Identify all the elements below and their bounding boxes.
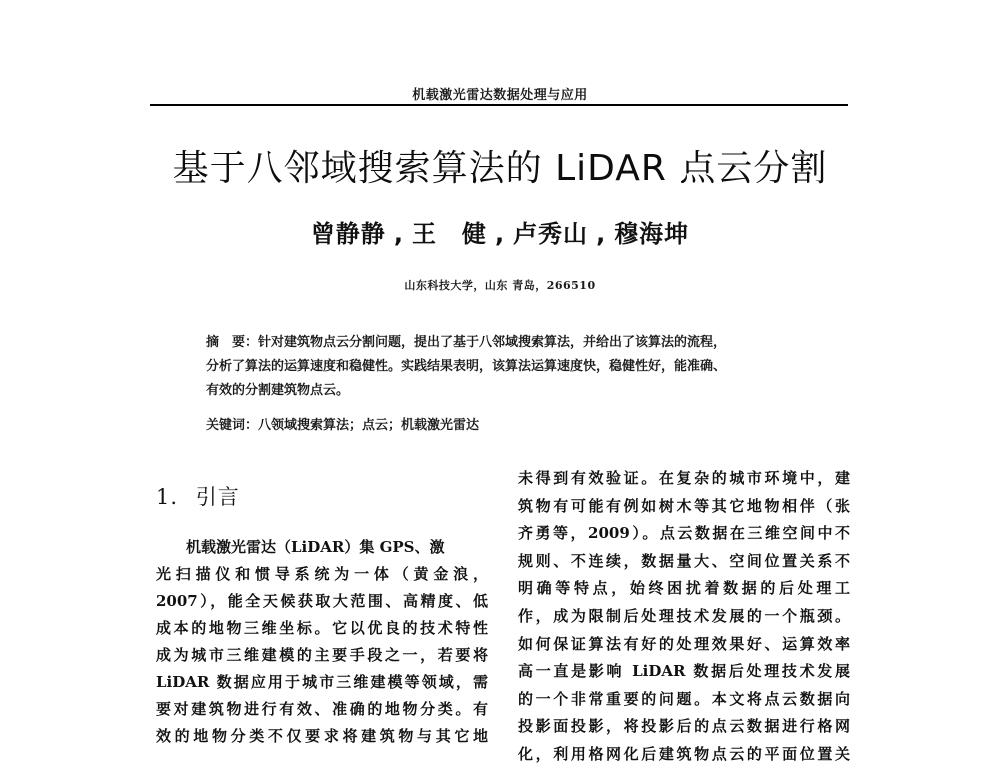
body-line: 未得到有效验证。在复杂的城市环境中，建 [518,469,850,487]
body-line: 化，利用格网化后建筑物点云的平面位置关 [518,744,850,763]
paper-title: 基于八邻域搜索算法的 LiDAR 点云分割 [172,148,828,189]
abstract [206,331,816,403]
body-line: 如何保证算法有好的处理效果好、运算效率 [518,634,850,653]
body-line: LiDAR 数据应用于城市三维建模等领域，需 [156,673,488,691]
body-line: 明确等特点，始终困扰着数据的后处理工 [518,579,850,598]
body-line: 成本的地物三维坐标。它以优良的技术特性 [156,619,488,637]
affiliation: 山东科技大学，山东 青岛，266510 [404,279,596,292]
body-line: 光扫描仪和惯导系统为一体（黄金浪， [156,565,488,583]
body-line: 成为城市三维建模的主要手段之一，若要将 [156,646,488,664]
abstract-text: 针对建筑物点云分割问题，提出了基于八邻域搜索算法，并给出了该算法的流程， [258,335,727,350]
section-heading [156,481,240,511]
body-line: 筑物有可能有例如树木等其它地物相伴（张 [518,496,850,515]
abstract-line: 有效的分割建筑物点云。 [206,383,350,398]
author-name: 曾静静 [310,220,386,248]
abstract-label: 摘 要： [206,335,259,350]
body-line: 要对建筑物进行有效、准确的地物分类。有 [156,700,488,718]
abstract-line: 分析了算法的运算速度和稳健性。实践结果表明，该算法运算速度快，稳健性好，能准确、 [206,359,727,374]
body-line: 的一个非常重要的问题。本文将点云数据向 [518,689,850,708]
abstract-line [206,331,816,355]
keywords [206,414,816,433]
author-separator: , [494,220,506,248]
right-column [518,465,850,769]
body-line: 高一直是影响 LiDAR 数据后处理技术发展 [518,662,850,681]
author-separator: , [393,220,404,248]
body-line: 规则、不连续，数据量大、空间位置关系不 [518,551,850,570]
keywords-label: 关键词： [206,418,259,433]
author-name: 卢秀山 [513,220,589,248]
body-line: 投影面投影，将投影后的点云数据进行格网 [518,717,850,736]
section-title: 引言 [195,485,240,509]
body-line: 作，成为限制后处理技术发展的一个瓶颈。 [518,606,850,625]
header-rule [150,104,848,106]
author-list [0,214,1000,249]
keywords-text: 八领域搜索算法；点云；机载激光雷达 [258,418,480,433]
body-line: 2007），能全天候获取大范围、高精度、低 [156,592,488,610]
left-column [156,534,488,750]
author-name: 王 健 [411,220,487,248]
section-number: 1. [156,485,179,509]
running-header: 机载激光雷达数据处理与应用 [412,88,588,103]
author-separator: , [596,220,607,248]
author-name: 穆海坤 [614,220,690,248]
body-line: 机载激光雷达（LiDAR）集 GPS、激 [186,538,445,556]
body-line: 齐勇等，2009）。点云数据在三维空间中不 [518,524,850,543]
body-line: 效的地物分类不仅要求将建筑物与其它地 [156,727,488,745]
